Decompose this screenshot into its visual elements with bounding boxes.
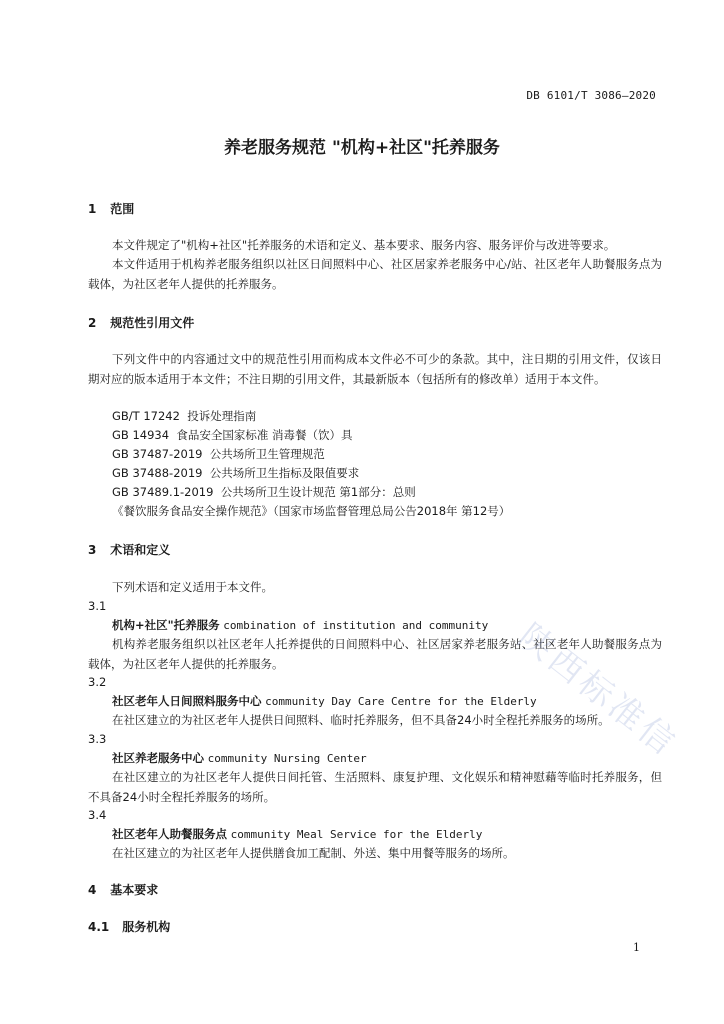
paragraph: 本文件适用于机构养老服务组织以社区日间照料中心、社区居家养老服务中心/站、社区老年人助餐服务点为载体，为社区老年人提供的托养服务。	[88, 257, 662, 291]
section-title: 术语和定义	[110, 543, 171, 557]
term-en: community Day Care Centre for the Elderly	[265, 695, 537, 708]
paragraph: 下列文件中的内容通过文中的规范性引用而构成本文件必不可少的条款。其中，注日期的引用文件，仅该日期对应的版本适用于本文件；不注日期的引用文件，其最新版本（包括所有的修改单）适用于本文件。	[88, 352, 662, 386]
section-number: 1	[88, 202, 97, 216]
term-definition: 在社区建立的为社区老年人提供日间托管、生活照料、康复护理、文化娱乐和精神慰藉等临时托养服务，但不具备24小时全程托养服务的场所。	[88, 770, 662, 804]
page-number: 1	[633, 941, 640, 954]
section-heading-3	[88, 541, 662, 561]
reference-item: 《餐饮服务食品安全操作规范》（国家市场监督管理总局公告2018年 第12号）	[112, 504, 511, 518]
watermark: 陕西标准信	[510, 616, 685, 765]
term-heading	[88, 616, 686, 636]
term-heading	[88, 749, 686, 769]
reference-item: GB 37488-2019 公共场所卫生指标及限值要求	[112, 466, 360, 480]
term-heading	[88, 825, 686, 845]
section-heading-1	[88, 200, 662, 220]
paragraph: 本文件规定了"机构+社区"托养服务的术语和定义、基本要求、服务内容、服务评价与改进等要求。	[112, 238, 616, 252]
section-title: 范围	[110, 202, 135, 216]
term-en: community Nursing Center	[207, 752, 367, 765]
page-title: 养老服务规范 "机构+社区"托养服务	[224, 138, 500, 158]
reference-item: GB 14934 食品安全国家标准 消毒餐（饮）具	[112, 428, 353, 442]
term-zh: 社区老年人日间照料服务中心	[112, 694, 262, 708]
paragraph: 下列术语和定义适用于本文件。	[112, 580, 273, 594]
term-zh: 社区养老服务中心	[112, 751, 204, 765]
term-number: 3.3	[88, 732, 107, 746]
section-title: 服务机构	[122, 920, 171, 934]
section-heading-4	[88, 881, 662, 901]
document-code: DB 6101/T 3086—2020	[526, 89, 656, 102]
term-en: combination of institution and community	[223, 619, 489, 632]
reference-item: GB 37487-2019 公共场所卫生管理规范	[112, 447, 325, 461]
section-title: 基本要求	[110, 883, 159, 897]
term-number: 3.1	[88, 599, 107, 613]
term-definition: 机构养老服务组织以社区老年人托养提供的日间照料中心、社区居家养老服务站、社区老年人助餐服务点为载体，为社区老年人提供的托养服务。	[88, 637, 662, 671]
section-title: 规范性引用文件	[110, 316, 195, 330]
term-definition: 在社区建立的为社区老年人提供日间照料、临时托养服务，但不具备24小时全程托养服务的场所。	[112, 713, 610, 727]
reference-item: GB/T 17242 投诉处理指南	[112, 409, 257, 423]
reference-item: GB 37489.1-2019 公共场所卫生设计规范 第1部分：总则	[112, 485, 416, 499]
section-number: 3	[88, 543, 97, 557]
section-heading-4-1	[88, 918, 662, 938]
term-zh: 机构+社区"托养服务	[112, 618, 220, 632]
term-number: 3.4	[88, 808, 107, 822]
term-en: community Meal Service for the Elderly	[230, 828, 483, 841]
section-heading-2	[88, 314, 662, 334]
term-zh: 社区老年人助餐服务点	[112, 827, 227, 841]
term-definition: 在社区建立的为社区老年人提供膳食加工配制、外送、集中用餐等服务的场所。	[112, 846, 515, 860]
section-number: 2	[88, 316, 97, 330]
term-number: 3.2	[88, 675, 107, 689]
section-number: 4.1	[88, 920, 110, 934]
section-number: 4	[88, 883, 97, 897]
